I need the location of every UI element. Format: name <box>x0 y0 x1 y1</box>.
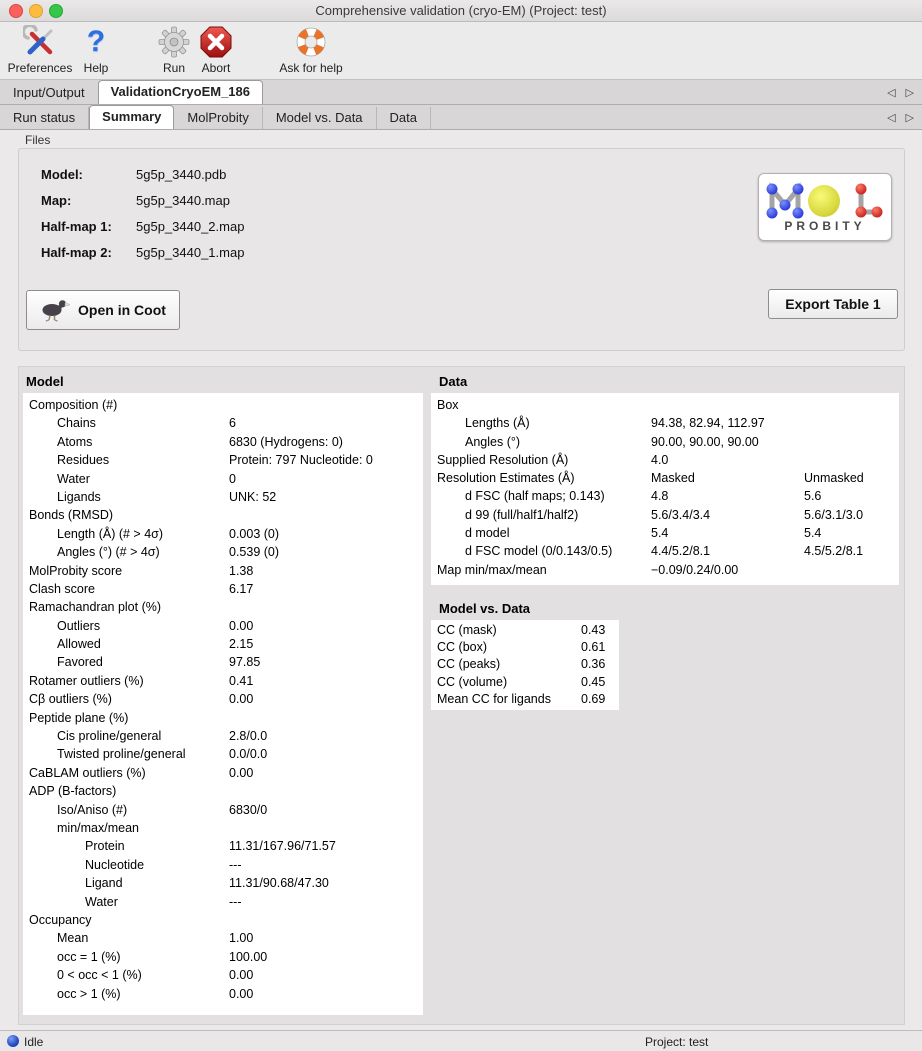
model-heading: Model <box>26 374 64 389</box>
table-row <box>23 674 423 692</box>
stat-value: 11.31/167.96/71.57 <box>229 839 336 854</box>
stat-value: 100.00 <box>229 949 268 964</box>
ask-for-help-button[interactable] <box>272 24 350 75</box>
stat-value: --- <box>229 894 242 909</box>
status-bar <box>0 1030 922 1051</box>
stat-label: Map min/max/mean <box>437 562 547 577</box>
table-row <box>23 564 423 582</box>
stat-value-unmasked: Unmasked <box>804 471 864 486</box>
table-row <box>23 508 423 526</box>
stat-value: Protein: 797 Nucleotide: 0 <box>229 453 373 468</box>
stat-value: 2.8/0.0 <box>229 729 268 744</box>
stat-label: Iso/Aniso (#) <box>57 802 128 817</box>
stat-label: occ = 1 (%) <box>57 949 121 964</box>
stat-label: Allowed <box>57 637 101 652</box>
stat-label: Bonds (RMSD) <box>29 508 114 523</box>
export-table-label: Export Table 1 <box>785 296 881 312</box>
file-label: Model: <box>41 167 83 182</box>
stat-label: CC (volume) <box>437 674 508 689</box>
stat-label: MolProbity score <box>29 563 123 578</box>
stat-value: 0.43 <box>581 623 606 637</box>
stat-label: Mean <box>57 931 89 946</box>
table-row <box>431 544 899 562</box>
table-row <box>431 675 619 692</box>
table-row <box>431 435 899 453</box>
table-row <box>23 600 423 618</box>
stat-label: Favored <box>57 655 103 670</box>
model-vs-data-heading: Model vs. Data <box>439 601 531 616</box>
table-row <box>23 987 423 1005</box>
stat-label: Protein <box>85 839 125 854</box>
question-icon: ? <box>86 25 106 58</box>
stat-value: 0.45 <box>581 674 606 689</box>
table-row <box>23 545 423 563</box>
help-label: Help <box>83 61 109 75</box>
molprobity-logo-text: PROBITY <box>784 219 866 233</box>
stat-value-unmasked: 5.6 <box>804 489 822 504</box>
help-button[interactable] <box>76 24 116 75</box>
file-value: 5g5p_3440_1.map <box>136 245 245 260</box>
stat-label: Ramachandran plot (%) <box>29 600 162 615</box>
table-row <box>23 895 423 913</box>
stat-label: Water <box>57 471 90 486</box>
table-row <box>23 435 423 453</box>
preferences-button[interactable] <box>2 24 78 75</box>
tab-scroll-left-icon[interactable]: ◁ <box>887 86 896 99</box>
coot-bird-icon <box>40 298 70 322</box>
tab-input-output[interactable]: Input/Output <box>13 85 85 100</box>
table-row <box>23 692 423 710</box>
subtab-model-vs-data[interactable]: Model vs. Data <box>263 107 377 129</box>
data-heading: Data <box>439 374 468 389</box>
table-row <box>23 747 423 765</box>
open-in-coot-label: Open in Coot <box>78 302 166 318</box>
stat-value: 97.85 <box>229 655 261 670</box>
abort-button[interactable] <box>192 24 240 75</box>
stat-label: Outliers <box>57 618 101 633</box>
stat-label: Angles (°) <box>465 434 521 449</box>
table-row <box>431 453 899 471</box>
stat-label: Box <box>437 398 459 412</box>
stop-icon <box>192 24 240 60</box>
results-area <box>18 366 905 1025</box>
stat-label: Mean CC for ligands <box>437 691 551 706</box>
stat-value: --- <box>229 857 242 872</box>
stat-value: 0.0/0.0 <box>229 747 268 762</box>
table-row <box>431 640 619 657</box>
title-bar <box>0 0 922 22</box>
table-row <box>23 729 423 747</box>
table-row <box>23 913 423 931</box>
stat-value: 0.00 <box>229 968 254 983</box>
stat-value: 0.41 <box>229 673 254 688</box>
stat-value: 6 <box>229 416 236 431</box>
stat-value-masked: 90.00, 90.00, 90.00 <box>651 434 759 449</box>
stat-label: CC (peaks) <box>437 657 501 672</box>
stat-label: Lengths (Å) <box>465 416 530 431</box>
file-row <box>19 219 519 239</box>
stat-value-masked: 4.4/5.2/8.1 <box>651 544 711 559</box>
stat-value-masked: 4.0 <box>651 452 669 467</box>
table-row <box>431 508 899 526</box>
stat-value-masked: −0.09/0.24/0.00 <box>651 562 739 577</box>
stat-value-masked: Masked <box>651 471 695 486</box>
stat-value: 1.00 <box>229 931 254 946</box>
stat-label: d FSC (half maps; 0.143) <box>465 489 605 504</box>
stat-value: 0.00 <box>229 692 254 707</box>
stat-value-unmasked: 4.5/5.2/8.1 <box>804 544 864 559</box>
table-row <box>23 416 423 434</box>
stat-label: d 99 (full/half1/half2) <box>465 507 579 522</box>
stat-label: Ligands <box>57 489 101 504</box>
file-value: 5g5p_3440.pdb <box>136 167 227 182</box>
table-row <box>23 655 423 673</box>
file-label: Half-map 1: <box>41 219 112 234</box>
stat-label: 0 < occ < 1 (%) <box>57 968 142 983</box>
table-row <box>23 968 423 986</box>
tab-scroll-left-icon[interactable]: ◁ <box>887 111 896 124</box>
tab-scroll-right-icon[interactable]: ▷ <box>905 86 914 99</box>
stat-label: Peptide plane (%) <box>29 710 129 725</box>
table-row <box>23 490 423 508</box>
stat-value: 1.38 <box>229 563 254 578</box>
stat-label: Rotamer outliers (%) <box>29 673 144 688</box>
files-section-label: Files <box>25 133 51 147</box>
stat-label: Twisted proline/general <box>57 747 186 762</box>
stat-value-masked: 5.4 <box>651 526 669 541</box>
table-row <box>431 526 899 544</box>
subtab-molprobity[interactable]: MolProbity <box>174 107 262 129</box>
stat-label: Length (Å) (# > 4σ) <box>57 526 164 541</box>
status-indicator-icon <box>7 1035 19 1047</box>
abort-label: Abort <box>201 61 231 75</box>
table-row <box>431 692 619 709</box>
files-groupbox <box>18 148 905 351</box>
tab-validationcryoem-186[interactable]: ValidationCryoEM_186 <box>98 80 263 104</box>
stat-label: min/max/mean <box>57 820 139 835</box>
stat-value: 6.17 <box>229 581 254 596</box>
table-row <box>431 416 899 434</box>
stat-label: Cis proline/general <box>57 729 162 744</box>
status-text: Idle <box>24 1035 44 1049</box>
data-table <box>431 393 899 585</box>
table-row <box>23 527 423 545</box>
stat-value: 0 <box>229 471 236 486</box>
subtab-summary[interactable]: Summary <box>89 105 174 129</box>
table-row <box>431 471 899 489</box>
stat-label: CC (box) <box>437 640 488 655</box>
table-row <box>431 623 619 640</box>
window-title: Comprehensive validation (cryo-EM) (Project: test) <box>315 3 607 18</box>
gear-icon <box>152 24 196 60</box>
result-tabbar <box>0 105 922 130</box>
table-row <box>23 858 423 876</box>
file-row <box>19 245 519 265</box>
table-row <box>23 619 423 637</box>
run-label: Run <box>162 61 185 75</box>
stat-label: ADP (B-factors) <box>29 784 117 799</box>
table-row <box>23 784 423 802</box>
stat-value: 6830/0 <box>229 802 268 817</box>
notebook-tabbar <box>0 80 922 105</box>
stat-value: 0.00 <box>229 986 254 1001</box>
stat-label: Resolution Estimates (Å) <box>437 471 575 486</box>
table-row <box>23 803 423 821</box>
file-value: 5g5p_3440.map <box>136 193 230 208</box>
stat-label: d model <box>465 526 510 541</box>
stat-value: 0.36 <box>581 657 606 672</box>
table-row <box>23 637 423 655</box>
table-row <box>23 931 423 949</box>
table-row <box>23 582 423 600</box>
stat-value-masked: 5.6/3.4/3.4 <box>651 507 711 522</box>
lifebuoy-icon <box>272 24 350 60</box>
stat-label: Residues <box>57 453 110 468</box>
stat-value-unmasked: 5.6/3.1/3.0 <box>804 507 864 522</box>
stat-value: 11.31/90.68/47.30 <box>229 876 329 891</box>
table-row <box>23 711 423 729</box>
stat-value: 0.003 (0) <box>229 526 280 541</box>
model-vs-data-table <box>431 620 619 710</box>
ask-for-help-label: Ask for help <box>279 61 343 75</box>
stat-value: 0.69 <box>581 691 606 706</box>
stat-value: 0.539 (0) <box>229 545 280 560</box>
stat-label: Chains <box>57 416 96 431</box>
table-row <box>431 489 899 507</box>
stat-label: Supplied Resolution (Å) <box>437 452 569 467</box>
file-label: Map: <box>41 193 72 208</box>
stat-label: Water <box>85 894 118 909</box>
tab-scroll-right-icon[interactable]: ▷ <box>905 111 914 124</box>
stat-label: Cβ outliers (%) <box>29 692 112 707</box>
stat-value-unmasked: 5.4 <box>804 526 822 541</box>
stat-value-masked: 94.38, 82.94, 112.97 <box>651 416 765 431</box>
stat-value: 0.61 <box>581 640 606 655</box>
open-in-coot-button[interactable] <box>26 290 180 330</box>
file-value: 5g5p_3440_2.map <box>136 219 245 234</box>
stat-label: Occupancy <box>29 912 92 927</box>
stat-label: CC (mask) <box>437 623 497 637</box>
run-button[interactable] <box>152 24 196 75</box>
table-row <box>23 876 423 894</box>
file-row <box>19 167 519 187</box>
file-row <box>19 193 519 213</box>
stat-value: 2.15 <box>229 637 254 652</box>
stat-label: occ > 1 (%) <box>57 986 121 1001</box>
stat-label: Atoms <box>57 434 93 449</box>
molprobity-logo <box>758 173 892 241</box>
subtab-run-status[interactable]: Run status <box>0 107 89 129</box>
stat-value: UNK: 52 <box>229 489 277 504</box>
stat-value: 0.00 <box>229 765 254 780</box>
table-row <box>23 839 423 857</box>
stat-label: Angles (°) (# > 4σ) <box>57 545 160 560</box>
stat-value: 6830 (Hydrogens: 0) <box>229 434 343 449</box>
model-table <box>23 393 423 1015</box>
table-row <box>23 950 423 968</box>
table-row <box>431 563 899 581</box>
tools-icon <box>2 24 78 60</box>
stat-value-masked: 4.8 <box>651 489 669 504</box>
table-row <box>23 472 423 490</box>
summary-page <box>0 130 922 1030</box>
table-row <box>23 453 423 471</box>
stat-label: Composition (#) <box>29 398 118 412</box>
stat-label: Clash score <box>29 581 95 596</box>
table-row <box>23 821 423 839</box>
table-row <box>23 766 423 784</box>
stat-value: 0.00 <box>229 618 254 633</box>
table-row <box>431 398 899 416</box>
file-label: Half-map 2: <box>41 245 112 260</box>
stat-label: d FSC model (0/0.143/0.5) <box>465 544 613 559</box>
stat-label: Nucleotide <box>85 857 145 872</box>
project-label: Project: test <box>645 1035 709 1049</box>
table-row <box>431 657 619 674</box>
stat-label: Ligand <box>85 876 123 891</box>
subtab-data[interactable]: Data <box>377 107 431 129</box>
export-table-button[interactable] <box>768 289 898 319</box>
molprobity-logo-icon <box>765 181 885 221</box>
table-row <box>23 398 423 416</box>
toolbar <box>0 22 922 80</box>
preferences-label: Preferences <box>7 61 73 75</box>
stat-label: CaBLAM outliers (%) <box>29 765 146 780</box>
